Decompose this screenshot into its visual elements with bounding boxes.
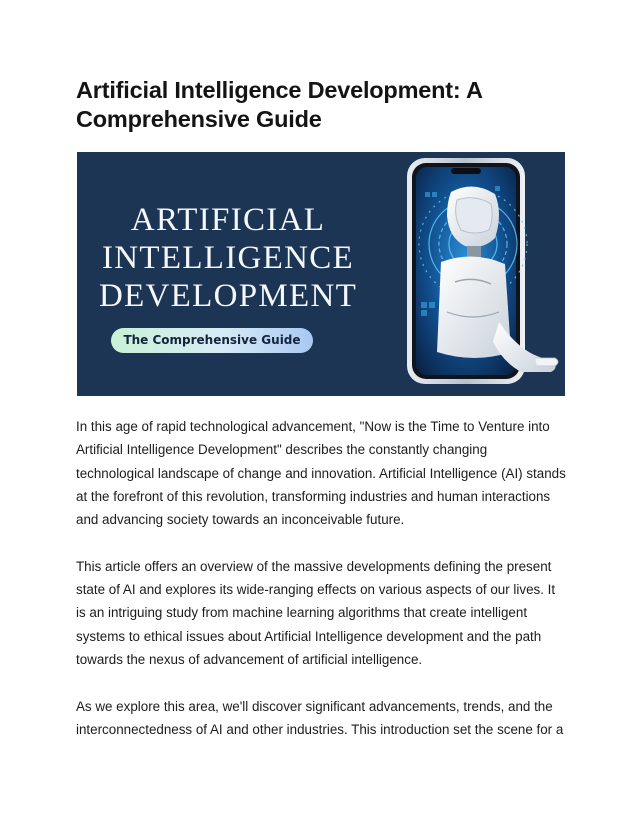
hero-banner bbox=[77, 152, 565, 396]
paragraph-2: This article offers an overview of the massive developments defining the present state of AI and explores its wide-ranging effects on various aspects of our lives. It is an intriguing study from machine learning algorithms that create intelligent systems to ethical issues about Artificial Intelligence development and the path towards the nexus of advancement of artificial intelligence. bbox=[76, 558, 556, 668]
banner-heading-line-2: INTELLIGENCE bbox=[101, 240, 355, 276]
paragraph-1: In this age of rapid technological advancement, "Now is the Time to Venture into Artificial Intelligence Development" describes the constantly changing technological landscape of change and innovation. Artificial Intelligence (AI) stands at the forefront of this revolution, transforming industries and human interactions and advancing society towards an inconceivable future. bbox=[76, 419, 566, 528]
banner-heading-line-1: ARTIFICIAL bbox=[130, 202, 326, 238]
article-body bbox=[76, 415, 566, 765]
banner-heading-line-3: DEVELOPMENT bbox=[98, 278, 358, 314]
paragraph-3: As we explore this area, we'll discover significant advancements, trends, and the interconnectedness of AI and other industries. This introduction set the scene for a bbox=[76, 698, 564, 738]
robot-phone-illustration bbox=[395, 152, 565, 396]
page-title: Artificial Intelligence Development: A Comprehensive Guide bbox=[76, 77, 482, 132]
banner-heading bbox=[77, 201, 379, 315]
robot-phone-icon bbox=[395, 152, 565, 396]
banner-subtitle-pill: The Comprehensive Guide bbox=[111, 328, 313, 353]
